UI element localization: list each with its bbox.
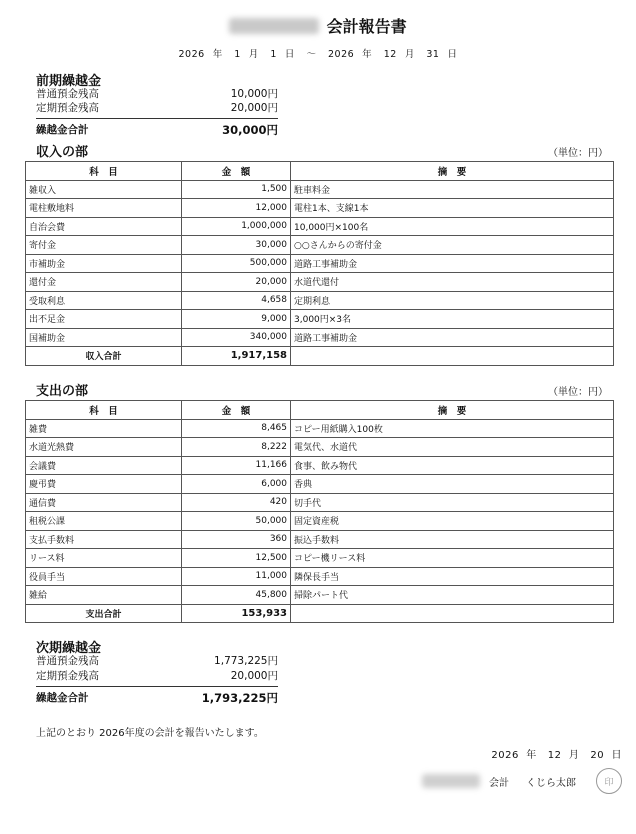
row-note: 食事、飲み物代 [291,456,614,475]
row-amount: 45,800 [182,586,291,605]
table-row [26,419,614,438]
row-item: 水道光熱費 [26,438,182,457]
start-year: 2026 [178,49,205,60]
row-amount: 9,000 [182,310,291,329]
income-total-label: 収入合計 [26,347,182,366]
row-item: 市補助金 [26,254,182,273]
row-item: 慶弔費 [26,475,182,494]
divider [36,118,278,119]
row-item: 租税公課 [26,512,182,531]
row-note: 3,000円×3名 [291,310,614,329]
end-year: 2026 [327,49,355,60]
hi-label: 日 [447,49,458,60]
carry-next-value: 20,000円 [230,670,278,682]
row-item: 雑収入 [26,180,182,199]
expense-table [25,400,614,623]
carry-next-value: 1,773,225円 [214,655,278,667]
row-item: 国補助金 [26,328,182,347]
carry-next-row [36,668,278,682]
tsuki-label: 月 [568,750,580,761]
table-row [26,199,614,218]
carry-prev-value: 10,000円 [230,88,278,100]
row-amount: 8,222 [182,438,291,457]
carry-prev-row [36,100,278,114]
row-amount: 30,000 [182,236,291,255]
expense-total-label: 支出合計 [26,604,182,623]
carry-next-total-label: 繰越金合計 [36,692,89,704]
row-amount: 6,000 [182,475,291,494]
row-note: 掃除パート代 [291,586,614,605]
row-note: ○○さんからの寄付金 [291,236,614,255]
empty-cell [291,604,614,623]
date-year: 2026 [491,750,519,761]
col-header-amount: 金 額 [182,401,291,420]
carry-next-label: 定期預金残高 [36,670,99,682]
income-total-value: 1,917,158 [182,347,291,366]
date-day: 20 [590,750,605,761]
row-note: コピー用紙購入100枚 [291,419,614,438]
col-header-note: 摘 要 [291,401,614,420]
table-row [26,493,614,512]
row-amount: 1,000,000 [182,217,291,236]
carry-next-total-value: 1,793,225円 [201,691,278,705]
row-note: 振込手数料 [291,530,614,549]
divider [36,686,278,687]
row-amount: 500,000 [182,254,291,273]
row-amount: 11,166 [182,456,291,475]
empty-cell [291,347,614,366]
row-note: 水道代還付 [291,273,614,292]
carry-prev-total-row [36,122,278,136]
col-header-amount: 金 額 [182,162,291,181]
col-header-item: 科 目 [26,162,182,181]
row-item: 雑費 [26,419,182,438]
signer-name: くじら太郎 [526,778,576,789]
row-amount: 1,500 [182,180,291,199]
table-row [26,567,614,586]
seal-stamp: 印 [596,768,622,794]
table-row [26,328,614,347]
nen-label: 年 [362,49,373,60]
total-row [26,604,614,623]
row-note: 駐車料金 [291,180,614,199]
carry-next-label: 普通預金残高 [36,655,99,667]
row-amount: 12,000 [182,199,291,218]
tsuki-label: 月 [248,49,259,60]
income-table [25,161,614,366]
row-item: 出不足金 [26,310,182,329]
report-date [491,746,622,761]
start-day: 1 [270,49,277,60]
table-row [26,586,614,605]
end-day: 31 [426,49,440,60]
carry-next-row [36,653,278,667]
row-note: 道路工事補助金 [291,254,614,273]
carry-prev-heading: 前期繰越金 [36,74,102,89]
table-row [26,273,614,292]
total-row [26,347,614,366]
row-note: 電柱1本、支線1本 [291,199,614,218]
table-row [26,291,614,310]
row-item: 雑給 [26,586,182,605]
table-row [26,310,614,329]
table-header-row [26,162,614,181]
carry-prev-label: 定期預金残高 [36,102,99,114]
table-header-row [26,401,614,420]
row-amount: 420 [182,493,291,512]
expense-total-value: 153,933 [182,604,291,623]
expense-unit: （単位：円） [548,387,608,398]
row-amount: 4,658 [182,291,291,310]
table-row [26,512,614,531]
income-unit: （単位：円） [548,148,608,159]
row-amount: 11,000 [182,567,291,586]
row-item: 還付金 [26,273,182,292]
period-separator: ～ [306,49,317,60]
row-item: 支払手数料 [26,530,182,549]
reporting-period [0,46,636,60]
carry-prev-total-value: 30,000円 [222,123,278,137]
row-item: 寄付金 [26,236,182,255]
table-row [26,530,614,549]
row-amount: 360 [182,530,291,549]
hi-label: 日 [611,750,622,761]
row-note: 電気代、水道代 [291,438,614,457]
row-item: 役員手当 [26,567,182,586]
document-header [0,14,636,37]
table-row [26,475,614,494]
row-item: 通信費 [26,493,182,512]
start-month: 1 [234,49,241,60]
report-statement: 上記のとおり 2026年度の会計を報告いたします。 [36,728,264,739]
carry-next-total-row [36,690,278,704]
expense-heading: 支出の部 [36,384,89,399]
carry-prev-value: 20,000円 [230,102,278,114]
carry-next-heading: 次期繰越金 [36,641,102,656]
row-item: 自治会費 [26,217,182,236]
row-note: 定期利息 [291,291,614,310]
redacted-organization-name [422,774,480,788]
date-month: 12 [547,750,562,761]
row-item: 受取利息 [26,291,182,310]
row-note: 10,000円×100名 [291,217,614,236]
row-item: 電柱敷地料 [26,199,182,218]
row-amount: 340,000 [182,328,291,347]
nen-label: 年 [526,750,537,761]
col-header-note: 摘 要 [291,162,614,181]
row-note: 切手代 [291,493,614,512]
redacted-organization-name [229,18,319,34]
row-note: 固定資産税 [291,512,614,531]
row-amount: 50,000 [182,512,291,531]
income-heading: 収入の部 [36,145,89,160]
row-note: 道路工事補助金 [291,328,614,347]
row-amount: 12,500 [182,549,291,568]
row-item: 会議費 [26,456,182,475]
row-note: コピー機リース料 [291,549,614,568]
table-row [26,236,614,255]
nen-label: 年 [212,49,223,60]
tsuki-label: 月 [404,49,415,60]
table-row [26,217,614,236]
carry-prev-label: 普通預金残高 [36,88,99,100]
hi-label: 日 [284,49,295,60]
table-row [26,254,614,273]
table-row [26,438,614,457]
carry-prev-row [36,86,278,100]
row-note: 隣保長手当 [291,567,614,586]
table-row [26,456,614,475]
signer-role: 会計 [489,778,509,789]
end-month: 12 [383,49,397,60]
document-title: 会計報告書 [326,17,407,36]
col-header-item: 科 目 [26,401,182,420]
table-row [26,180,614,199]
table-row [26,549,614,568]
row-note: 香典 [291,475,614,494]
row-item: リース料 [26,549,182,568]
carry-prev-total-label: 繰越金合計 [36,124,89,136]
row-amount: 20,000 [182,273,291,292]
row-amount: 8,465 [182,419,291,438]
